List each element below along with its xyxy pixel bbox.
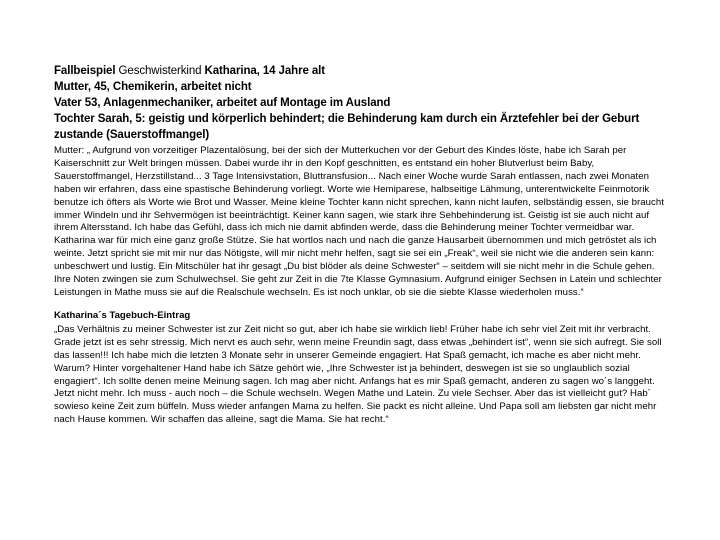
case-name: Katharina, 14 Jahre alt (204, 65, 325, 77)
document-content (54, 63, 666, 427)
case-title (54, 63, 666, 79)
diary-text: „Das Verhältnis zu meiner Schwester ist zur Zeit nicht so gut, aber ich habe sie wirklich lieb! Früher habe ich sehr viel Zeit mit ihr verbracht. Grade jetzt ist es sehr stressig. Mich nervt es auch sehr, wenn meine Freundin sagt, dass etwas „behindert ist“, wenn sie sich aufregt. Sie soll das lassen!!! Ich habe mich die letzten 3 Monate sehr in unserer Gemeinde engagiert. Hat Spaß gemacht, ich mache es aber nicht mehr. Warum? Hinter vorgehaltener Hand habe ich Sätze gehört wie, „Ihre Schwester ist ja behindert, deswegen ist sie so unglaublich sozial engagiert“. Ich sollte denen meine Meinung sagen. Ich mag aber nicht. Anfangs hat es mir Spaß gemacht, anderen zu sagen wo´s langgeht. Jetzt nicht mehr. Ich muss - auch noch – die Schule wechseln. Wegen Mathe und Latein. Zu viele Sechser. Aber das ist vielleicht gut? Hab´ sowieso keine Zeit zum büffeln. Muss wieder anfangen Mama zu helfen. Sie packt es nicht alleine. Und Papa soll am liebsten gar nicht mehr nach Hause kommen. Wir schaffen das alleine, sagt die Mama. Sie hat recht.“ (54, 323, 662, 426)
spacer (54, 300, 666, 309)
diary-title: Katharina´s Tagebuch-Eintrag (54, 309, 191, 321)
father-line: Vater 53, Anlagenmechaniker, arbeitet auf Montage im Ausland (54, 97, 391, 109)
mother-line: Mutter, 45, Chemikerin, arbeitet nicht (54, 81, 252, 93)
case-label: Fallbeispiel (54, 65, 116, 77)
mother-quote: Mutter: „ Aufgrund von vorzeitiger Plazentalösung, bei der sich der Mutterkuchen vor der Geburt des Kindes löste, habe ich Sarah per Kaiserschnitt zur Welt bringen müssen. Dabei wurde ihr in den Kopf geschnitten, es entstand ein hoher Blutverlust beim Baby, Sauerstoffmangel, Herzstillstand... 3 Tage Intensivstation, Bluttransfusion... Nach einer Woche wurde Sarah entlassen, nach zwei Monaten haben wir erfahren, dass eine spastische Behinderung vorliegt. Worte wie Hemiparese, halbseitige Lähmung, unterentwickelte Feinmotorik benutze ich öfters als Worte wie Brot und Wasser. Meine kleine Tochter kann nicht sprechen, kann nicht laufen, selbständig essen, sie braucht immer Windeln und ihr Sehvermögen ist beeinträchtigt. Keiner kann sagen, wie stark ihre Sehbehinderung ist. Geistig ist sie auch nicht auf ihrem Altersstand. Ich habe das Gefühl, dass ich mich nie damit abfinden werde, dass die Behinderung meiner Tochter vermeidbar war. Katharina war für mich eine ganz große Stütze. Sie hat wortlos nach und nach die ganze Hausarbeit übernommen und mich getröstet als ich weinte. Jetzt spricht sie mit mir nur das Nötigste, will mir nicht mehr helfen, sagt sie sei ein „Freak“, weil sie nicht wie die anderen sein kann: unbeschwert und lustig. Ein Mitschüler hat ihr gesagt „Du bist blöder als deine Schwester“ – seitdem will sie nicht mehr in die Schule gehen. Ihre Noten zwingen sie zum Schulwechsel. Sie geht zur Zeit in die 7te Klasse Gymnasium. Aufgrund einiger Sechsen in Latein und schlechter Leistungen in Mathe muss sie auf die Realschule wechseln. Es ist noch unklar, ob sie die siebte Klasse wiederholen muss.“ (54, 145, 665, 298)
daughter-line: Tochter Sarah, 5: geistig und körperlich behindert; die Behinderung kam durch ein Ärztefehler bei der Geburt zustande (Sauerstoffmangel) (54, 113, 640, 141)
case-sub: Geschwisterkind (118, 65, 202, 77)
